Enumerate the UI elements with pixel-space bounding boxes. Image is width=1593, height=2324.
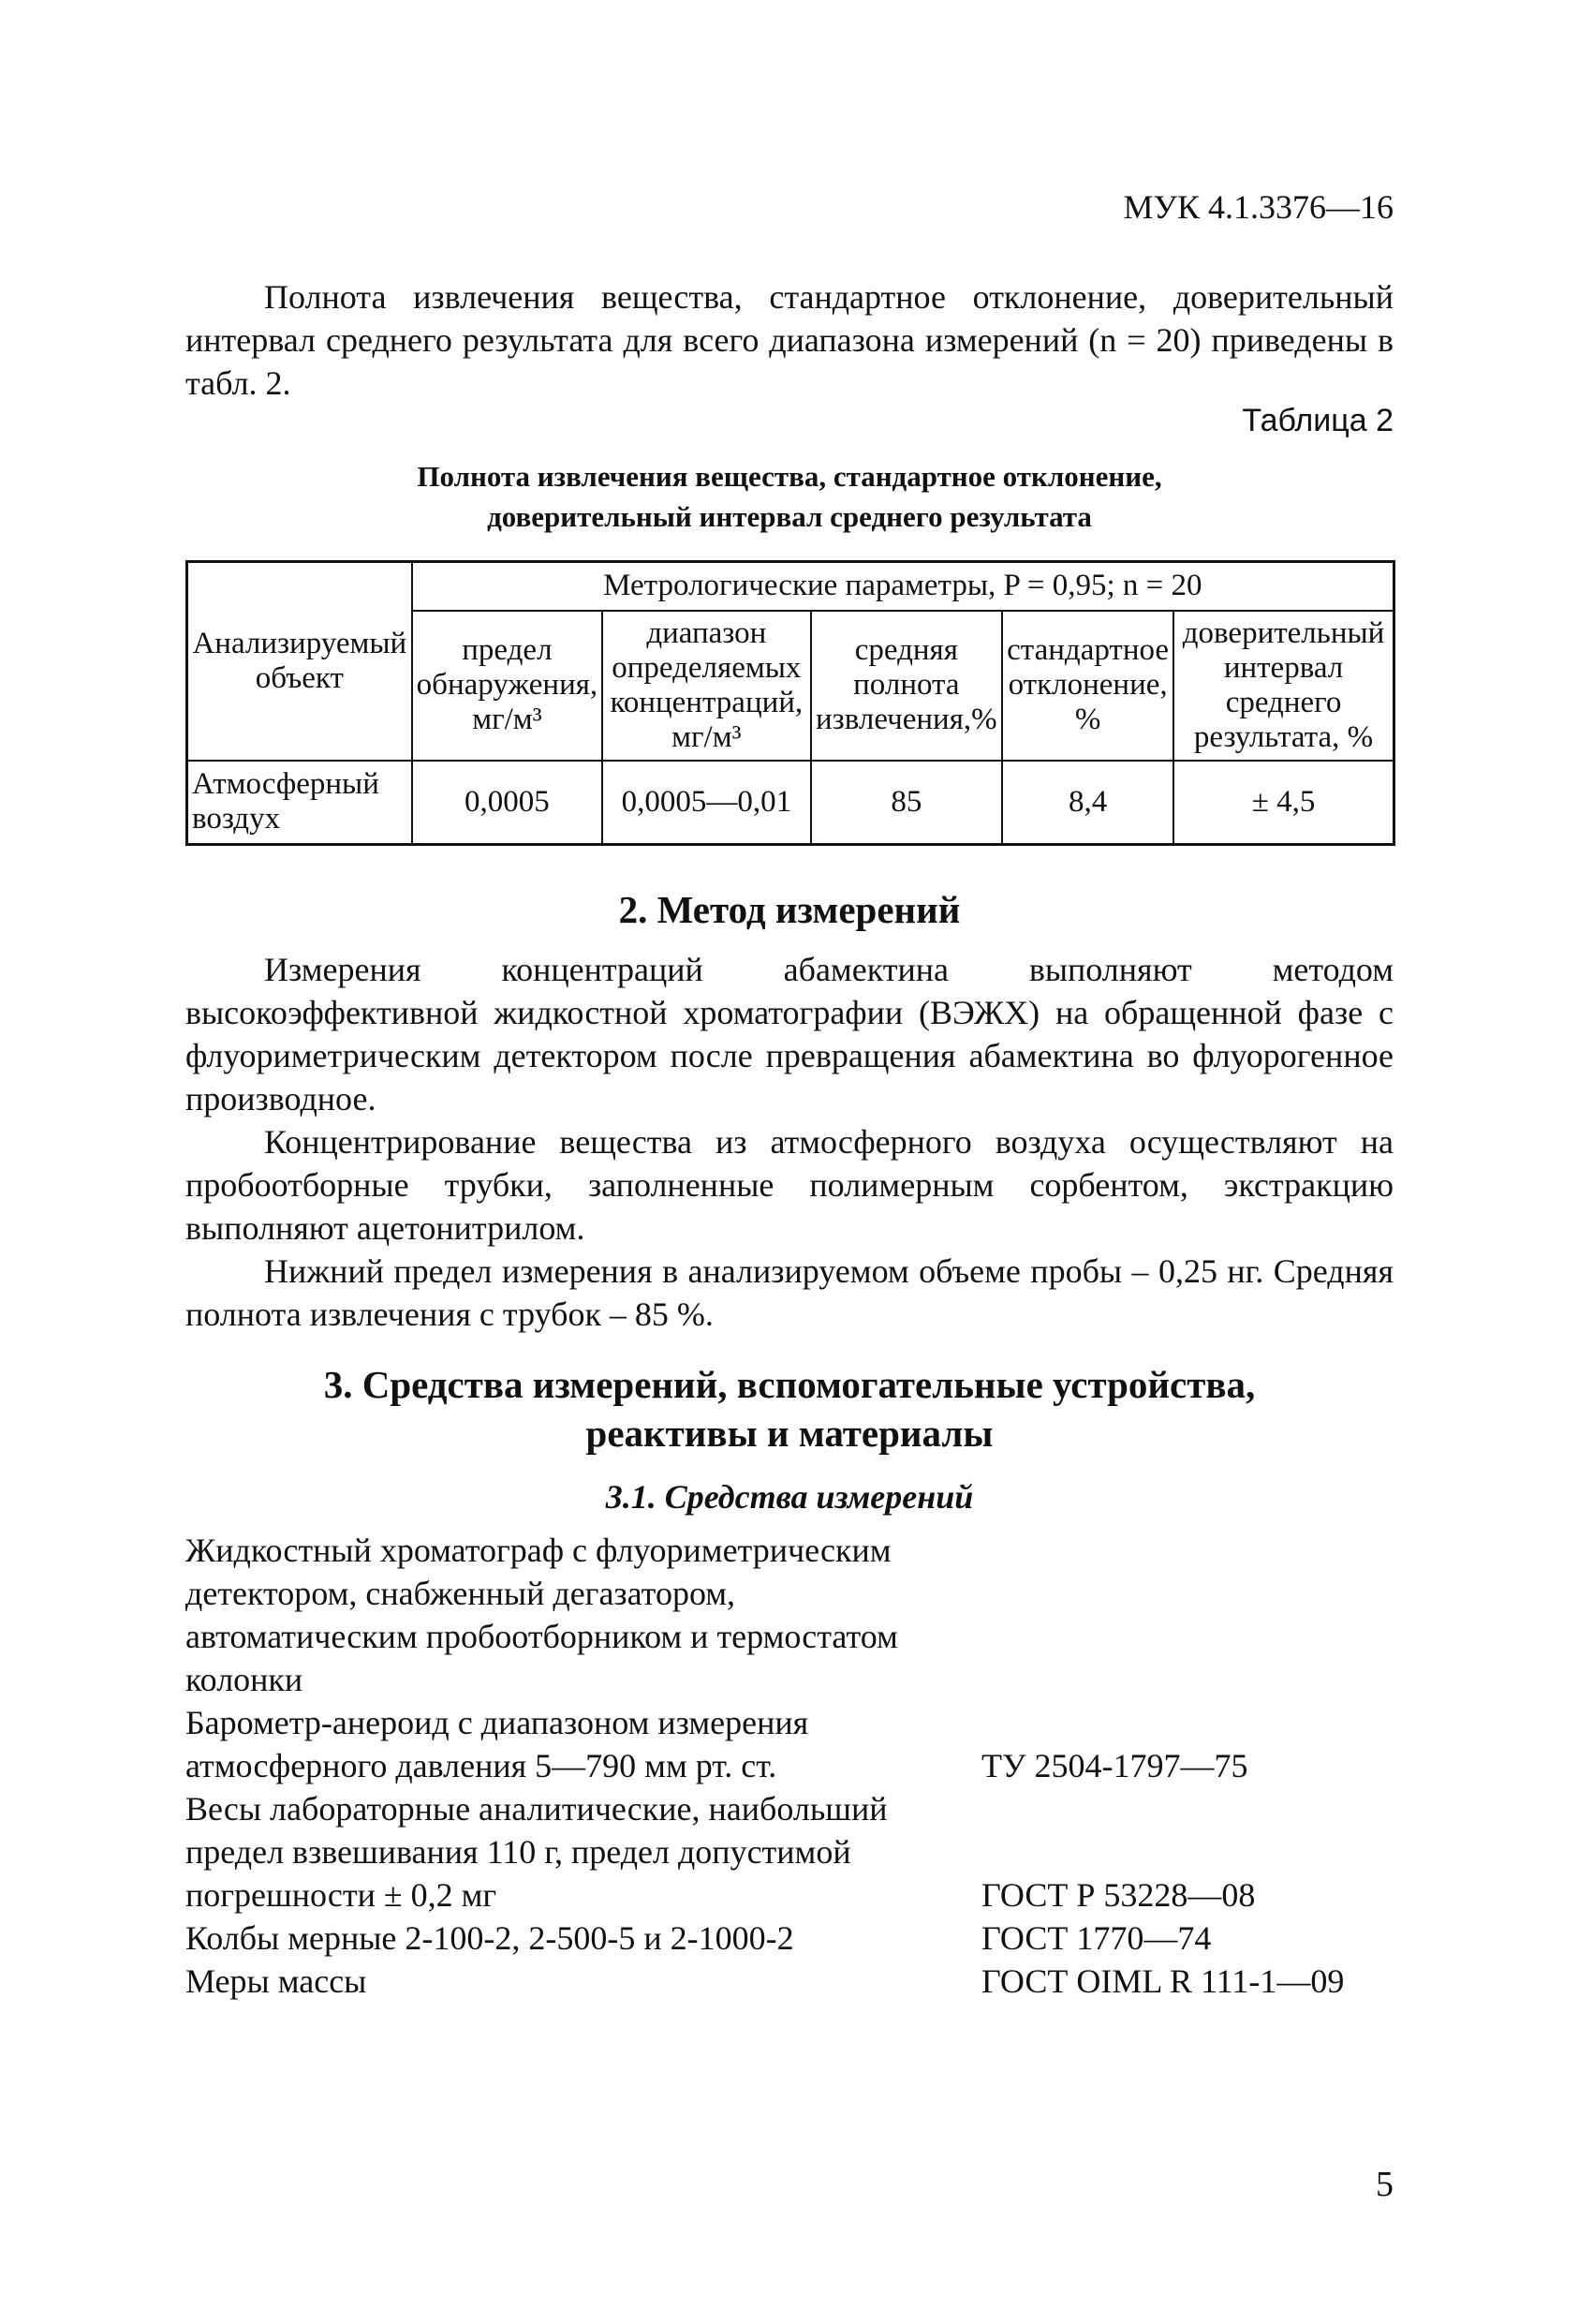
header-detection-limit: предел обнаружения, мг/м³ xyxy=(412,611,602,761)
equipment-list xyxy=(185,1529,1345,2003)
equipment-name: Меры массы xyxy=(185,1962,367,2000)
equipment-standard: ГОСТ 1770—74 xyxy=(981,1919,1212,1957)
equipment-standard: ГОСТ Р 53228—08 xyxy=(981,1876,1256,1914)
cell-detection-limit: 0,0005 xyxy=(412,761,602,845)
section-3-heading xyxy=(185,1360,1394,1458)
equipment-name: Весы лабораторные аналитические, наибольший предел взвешивания 110 г, предел допустимой погрешности ± 0,2 мг xyxy=(185,1790,888,1914)
section-2-paragraph-1: Измерения концентраций абамектина выполняют методом высокоэффективной жидкостной хроматографии (ВЭЖХ) на обращенной фазе с флуориметрическим детектором после превращения абамектина во флуорогенное производное. xyxy=(185,951,1394,1118)
section-2-paragraph-2: Концентрирование вещества из атмосферного воздуха осуществляют на пробоотборные трубки, заполненные полимерным сорбентом, экстракцию выполняют ацетонитрилом. xyxy=(185,1123,1394,1247)
cell-concentration-range: 0,0005—0,01 xyxy=(602,761,810,845)
intro-paragraph: Полнота извлечения вещества, стандартное отклонение, доверительный интервал среднего результата для всего диапазона измерений (n = 20) приведены в табл. 2. xyxy=(185,278,1394,402)
equipment-standard: ГОСТ OIML R 111-1—09 xyxy=(981,1962,1345,2000)
table-title xyxy=(185,456,1394,537)
table-title-line-2: доверительный интервал среднего результата xyxy=(487,500,1092,533)
table-label: Таблица 2 xyxy=(1242,403,1394,438)
header-object: Анализируемый объект xyxy=(187,562,412,761)
section-3-heading-line-1: 3. Средства измерений, вспомогательные устройства, xyxy=(323,1363,1256,1406)
section-3-1-subheading: 3.1. Средства измерений xyxy=(605,1478,974,1516)
list-item xyxy=(185,1787,1256,1917)
header-mean-recovery: средняя полнота извлечения,% xyxy=(811,611,1003,761)
header-standard-deviation: стандартное отклонение, % xyxy=(1002,611,1173,761)
cell-standard-deviation: 8,4 xyxy=(1002,761,1173,845)
table-title-line-1: Полнота извлечения вещества, стандартное отклонение, xyxy=(417,460,1162,493)
section-2-heading: 2. Метод измерений xyxy=(618,888,961,931)
header-confidence-interval: доверительный интервал среднего результата, % xyxy=(1173,611,1394,761)
equipment-name: Колбы мерные 2-100-2, 2-500-5 и 2-1000-2 xyxy=(185,1919,794,1957)
cell-object: Атмосферный воздух xyxy=(187,761,412,845)
table-row xyxy=(187,761,1394,845)
section-2-paragraph-3: Нижний предел измерения в анализируемом объеме пробы – 0,25 нг. Средняя полнота извлечения с трубок – 85 %. xyxy=(185,1252,1394,1333)
list-item xyxy=(185,1917,1212,1960)
list-item xyxy=(185,1701,1248,1787)
cell-confidence-interval: ± 4,5 xyxy=(1173,761,1394,845)
equipment-name: Жидкостный хроматограф с флуориметрическим детектором, снабженный дегазатором, автоматическим пробоотборником и термостатом колонки xyxy=(185,1532,898,1698)
list-item xyxy=(185,1960,1345,2003)
equipment-name: Барометр-анероид с диапазоном измерения атмосферного давления 5—790 мм рт. ст. xyxy=(185,1704,809,1784)
equipment-standard: ТУ 2504-1797—75 xyxy=(981,1747,1248,1784)
metrology-table xyxy=(185,560,1395,846)
page-number: 5 xyxy=(1376,2165,1394,2204)
list-item xyxy=(185,1529,963,1701)
header-concentration-range: диапазон определяемых концентраций, мг/м³ xyxy=(602,611,810,761)
section-3-heading-line-2: реактивы и материалы xyxy=(585,1412,994,1455)
document-code: МУК 4.1.3376—16 xyxy=(1123,188,1394,226)
cell-mean-recovery: 85 xyxy=(811,761,1003,845)
header-metrological-parameters: Метрологические параметры, P = 0,95; n = 20 xyxy=(412,562,1394,611)
